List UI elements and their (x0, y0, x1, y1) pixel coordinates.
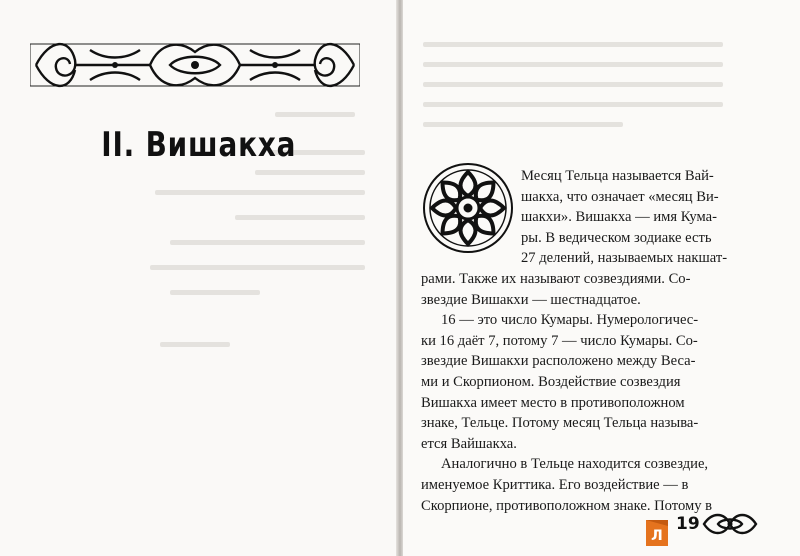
text-line: шакхи». Вишакха — имя Кума- (521, 209, 717, 226)
show-through-line (423, 42, 723, 47)
show-through-line (423, 62, 723, 67)
page-number: 19 (676, 514, 700, 534)
text-line: ры. В ведическом зодиаке есть (521, 229, 712, 246)
text-line: рами. Также их называют созвездиями. Со- (421, 270, 691, 287)
show-through-line (423, 82, 723, 87)
text-line: знаке, Тельце. Потому месяц Тельца называ- (421, 415, 699, 432)
text-line: звездие Вишакхи расположено между Веса- (421, 353, 696, 370)
text-line: шакха, что означает «месяц Ви- (521, 188, 719, 205)
show-through-line (150, 265, 365, 270)
footer-ornament (700, 510, 760, 538)
show-through-line (170, 240, 365, 245)
show-through-line (160, 342, 230, 347)
text-line: ется Вайшакха. (421, 435, 517, 452)
text-line: ки 16 даёт 7, потому 7 — число Кумары. Со- (421, 332, 698, 349)
stamp-letter: Л (651, 528, 663, 544)
text-line: Аналогично в Тельце находится созвездие, (441, 456, 709, 473)
text-line: 16 — это число Кумары. Нумерологичес- (441, 312, 699, 329)
chapter-title: II. Вишакха (101, 125, 297, 165)
show-through-line (235, 215, 365, 220)
show-through-line (423, 102, 723, 107)
text-line: Месяц Тельца называется Вай- (521, 168, 714, 184)
text-line: ми и Скорпионом. Воздействие созвездия (421, 373, 681, 390)
text-line: именуемое Криттика. Его воздействие — в (421, 476, 689, 493)
header-ornament (30, 30, 360, 100)
text-line: Скорпионе, противоположном знаке. Потому в (421, 497, 713, 514)
show-through-line (170, 290, 260, 295)
show-through-line (423, 122, 623, 127)
left-page (0, 0, 397, 556)
text-line: 27 делений, называемых накшат- (521, 250, 728, 267)
show-through-line (155, 190, 365, 195)
text-line: Вишакха имеет место в противоположном (421, 394, 685, 411)
publisher-stamp (646, 520, 668, 546)
show-through-line (255, 170, 365, 175)
text-line: звездие Вишакхи — шестнадцатое. (421, 291, 641, 308)
show-through-line (275, 112, 355, 117)
body-text (421, 166, 754, 516)
wrapped-paragraph-start (521, 166, 754, 269)
